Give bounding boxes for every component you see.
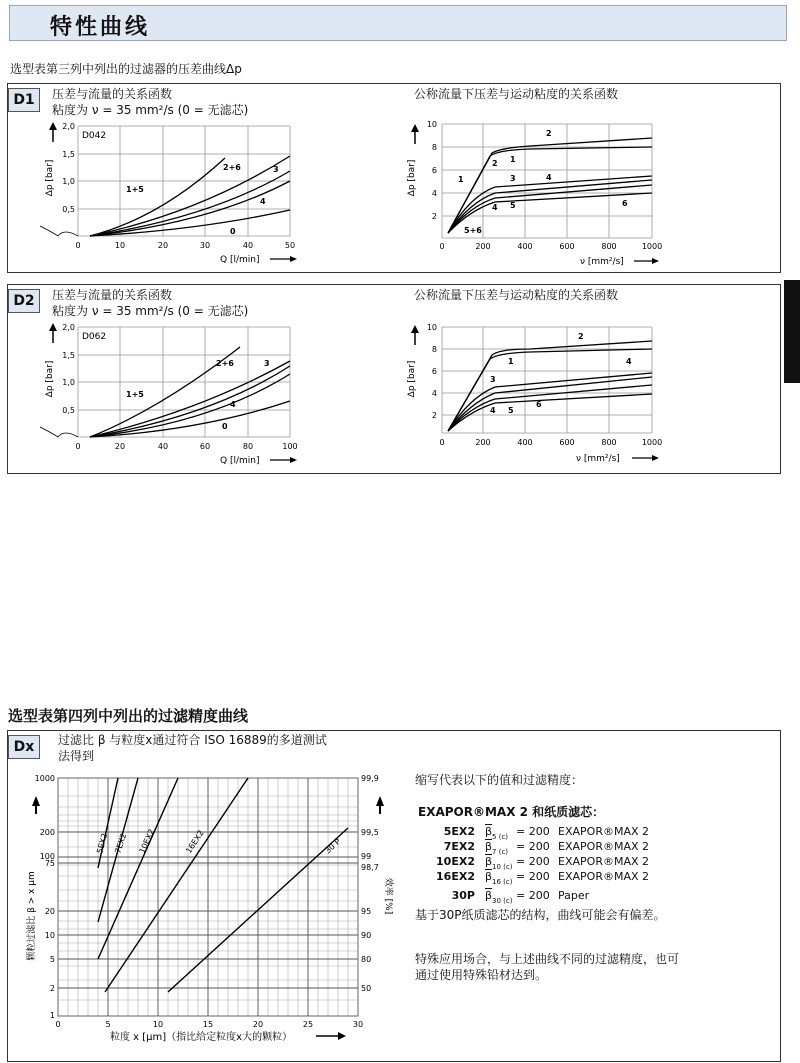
d1l-y-tick: 2,0	[62, 122, 75, 131]
dx-x-tick: 0	[55, 1020, 61, 1029]
dx-y-right-tick: 95	[361, 907, 372, 916]
dx-x-tick: 10	[152, 1020, 164, 1029]
intro-text: 选型表第三列中列出的过滤器的压差曲线Δp	[10, 62, 242, 76]
d1l-x-tick: 0	[75, 241, 81, 250]
d1r-curve-label: 4	[546, 173, 552, 182]
d1-flow-chart	[40, 118, 310, 268]
d2l-y-label: Δp [bar]	[45, 360, 55, 398]
d2-viscosity-chart	[400, 319, 670, 469]
d1r-x-tick: 600	[559, 242, 575, 251]
d2r-x-tick: 200	[475, 438, 491, 447]
dx-y-left-tick: 75	[44, 859, 55, 868]
dx-curve-label: 16EX2	[184, 828, 206, 856]
dx-title-line1: 过滤比 β 与粒度x通过符合 ISO 16889的多道测试	[58, 733, 327, 747]
d1r-curve-label: 1	[510, 155, 516, 164]
dx-y-right-tick: 80	[361, 955, 372, 964]
d2-left-title: 压差与流量的关系函数	[52, 288, 173, 302]
dx-y-left-tick: 200	[39, 828, 55, 837]
d2r-x-tick: 1000	[641, 438, 663, 447]
d1l-curve-label: 4	[260, 197, 266, 206]
d2l-x-tick: 40	[157, 442, 169, 451]
d1r-y-tick: 10	[426, 120, 437, 129]
section-heading-dx: 选型表第四列中列出的过滤精度曲线	[8, 707, 249, 725]
dx-group-title: EXAPOR®MAX 2 和纸质滤芯：	[418, 805, 605, 819]
d1r-curve-label: 3	[510, 174, 516, 183]
d1l-x-tick: 20	[157, 241, 169, 250]
d2-left-subtitle: 粘度为 ν = 35 mm²/s (0 = 无滤芯)	[52, 304, 249, 318]
d2r-curve-label: 3	[490, 375, 496, 384]
d2r-y-tick: 2	[431, 411, 437, 420]
dx-note: 基于30P纸质滤芯的结构，曲线可能会有偏差。	[415, 908, 666, 922]
d1l-curve-label: 3	[273, 165, 279, 174]
dx-x-label: 粒度 x [μm]（指比给定粒度x大的颗粒）	[110, 1032, 293, 1043]
d1r-x-tick: 200	[475, 242, 491, 251]
d1r-curve-label: 1	[458, 175, 464, 184]
d1r-curve-label: 5+6	[464, 226, 482, 235]
d2l-y-tick: 2,0	[62, 323, 75, 332]
d1-left-subtitle: 粘度为 ν = 35 mm²/s (0 = 无滤芯)	[52, 103, 249, 117]
dx-y-left-tick: 10	[44, 931, 55, 940]
dx-y-right-tick: 99,9	[361, 774, 379, 783]
d2-flow-chart	[40, 319, 310, 469]
d1r-y-label: Δp [bar]	[407, 159, 417, 197]
d2l-code: D062	[82, 332, 107, 342]
dx-title-line2: 法得到	[58, 749, 95, 763]
d1l-code: D042	[82, 131, 107, 141]
side-tab-marker	[784, 280, 800, 383]
d2l-x-tick: 20	[114, 442, 126, 451]
dx-special-line1: 特殊应用场合，与上述曲线不同的过滤精度，也可	[415, 952, 680, 966]
d2l-y-tick: 1,5	[62, 351, 75, 360]
badge-dx: Dx	[8, 735, 40, 759]
dx-row: 10EX2 $\overline{\beta}$ 10 (c) = 200 EXAPOR®MAX 2	[436, 855, 650, 871]
d2l-x-tick: 60	[199, 442, 211, 451]
dx-y-right-tick: 90	[361, 931, 372, 940]
dx-x-tick: 5	[105, 1020, 111, 1029]
d2r-x-label: ν [mm²/s]	[576, 454, 620, 464]
d2r-curve-label: 4	[626, 357, 632, 366]
dx-y-right-tick: 50	[361, 984, 372, 993]
d1l-y-label: Δp [bar]	[45, 159, 55, 197]
d2r-y-tick: 10	[426, 323, 437, 332]
dx-row: 7EX2 $\overline{\beta}$ 7 (c) = 200 EXAPOR®MAX 2	[443, 840, 650, 856]
d2r-y-tick: 6	[431, 367, 437, 376]
d1r-curve-label: 4	[492, 203, 498, 212]
dx-special-line2: 通过使用特殊铅材达到。	[415, 968, 548, 982]
d2l-x-tick: 0	[75, 442, 81, 451]
dx-y-right-tick: 99,5	[361, 828, 379, 837]
d2-right-title: 公称流量下压差与运动粘度的关系函数	[414, 288, 619, 302]
d1r-x-label: ν [mm²/s]	[580, 257, 624, 267]
dx-y-left-label: 颗粒过滤比 β > x μm	[27, 871, 37, 961]
d2l-curve-label: 0	[222, 422, 228, 431]
d2l-curve-label: 3	[264, 359, 270, 368]
d1r-x-tick: 0	[439, 242, 445, 251]
d1-left-title: 压差与流量的关系函数	[52, 87, 173, 101]
dx-y-right-tick: 98,7	[361, 863, 379, 872]
d2l-x-label: Q [l/min]	[220, 456, 260, 466]
d2l-curve-label: 2+6	[216, 359, 234, 368]
title-bar	[9, 5, 787, 41]
d2r-curve-label: 5	[508, 406, 514, 415]
d1l-y-tick: 1,0	[62, 177, 75, 186]
d2r-curve-label: 4	[490, 406, 496, 415]
badge-d2: D2	[8, 289, 40, 313]
d1-right-title: 公称流量下压差与运动粘度的关系函数	[414, 87, 619, 101]
dx-row: 30P $\overline{\beta}$ 30 (c) = 200 Paper	[451, 889, 590, 905]
d1r-x-tick: 400	[517, 242, 533, 251]
dx-y-left-tick: 100	[39, 852, 55, 861]
d2l-y-tick: 0,5	[62, 406, 75, 415]
d1r-curve-label: 2	[546, 129, 552, 138]
dx-abbr-intro: 缩写代表以下的值和过滤精度：	[415, 773, 584, 787]
d1r-curve-label: 5	[510, 201, 516, 210]
d2l-x-tick: 100	[282, 442, 298, 451]
page-title: 特性曲线	[50, 15, 151, 40]
d1l-x-tick: 10	[114, 241, 126, 250]
d1l-curve-label: 2+6	[223, 163, 241, 172]
dx-y-left-tick: 5	[49, 955, 55, 964]
d1l-curve-label: 1+5	[126, 185, 144, 194]
dx-y-right-label: 效率 [%]	[383, 877, 393, 915]
dx-filtration-chart	[10, 766, 395, 1056]
d1r-x-tick: 1000	[641, 242, 663, 251]
dx-x-tick: 20	[252, 1020, 264, 1029]
d2r-x-tick: 0	[439, 438, 445, 447]
d1l-x-tick: 40	[242, 241, 254, 250]
dx-y-left-tick: 1	[49, 1011, 55, 1020]
d2r-x-tick: 600	[559, 438, 575, 447]
d1r-curve-label: 2	[492, 159, 498, 168]
d1l-x-tick: 30	[199, 241, 211, 250]
d2l-curve-label: 4	[230, 400, 236, 409]
d1l-x-tick: 50	[284, 241, 296, 250]
d1r-x-tick: 800	[601, 242, 617, 251]
d1l-curve-label: 0	[230, 227, 236, 236]
d1l-y-tick: 0,5	[62, 205, 75, 214]
d2l-y-tick: 1,0	[62, 378, 75, 387]
d1r-y-tick: 6	[431, 166, 437, 175]
d2r-x-tick: 800	[601, 438, 617, 447]
dx-curve-label: 5EX2	[95, 832, 110, 855]
d2r-curve-label: 6	[536, 400, 542, 409]
dx-curve-label: 10EX2	[137, 827, 157, 855]
dx-y-left-tick: 20	[44, 907, 55, 916]
dx-curve-label: 30 P	[323, 837, 343, 856]
d2l-x-tick: 80	[242, 442, 254, 451]
dx-y-right-tick: 99	[361, 852, 372, 861]
d1r-y-tick: 2	[431, 212, 437, 221]
d2r-y-tick: 8	[431, 345, 437, 354]
dx-x-tick: 30	[352, 1020, 364, 1029]
d2r-x-tick: 400	[517, 438, 533, 447]
dx-curve-label: 7EX2	[113, 832, 129, 855]
dx-rows	[418, 824, 668, 903]
dx-y-left-tick: 2	[49, 984, 55, 993]
d2r-curve-label: 1	[508, 357, 514, 366]
dx-x-tick: 15	[202, 1020, 214, 1029]
dx-row: 5EX2 $\overline{\beta}$ 5 (c) = 200 EXAPOR®MAX 2	[443, 825, 650, 841]
d1r-y-tick: 8	[431, 143, 437, 152]
dx-row: 16EX2 $\overline{\beta}$ 16 (c) = 200 EXAPOR®MAX 2	[436, 870, 650, 886]
d2r-y-label: Δp [bar]	[407, 360, 417, 398]
badge-d1: D1	[8, 88, 40, 112]
d2r-y-tick: 4	[431, 389, 437, 398]
d1r-y-tick: 4	[431, 189, 437, 198]
d1l-y-tick: 1,5	[62, 150, 75, 159]
d1l-x-label: Q [l/min]	[220, 255, 260, 265]
d2l-curve-label: 1+5	[126, 390, 144, 399]
d1r-curve-label: 6	[622, 199, 628, 208]
dx-x-tick: 25	[302, 1020, 314, 1029]
d1-viscosity-chart	[400, 118, 670, 268]
d2r-curve-label: 2	[578, 332, 584, 341]
dx-y-left-tick: 1000	[34, 774, 55, 783]
